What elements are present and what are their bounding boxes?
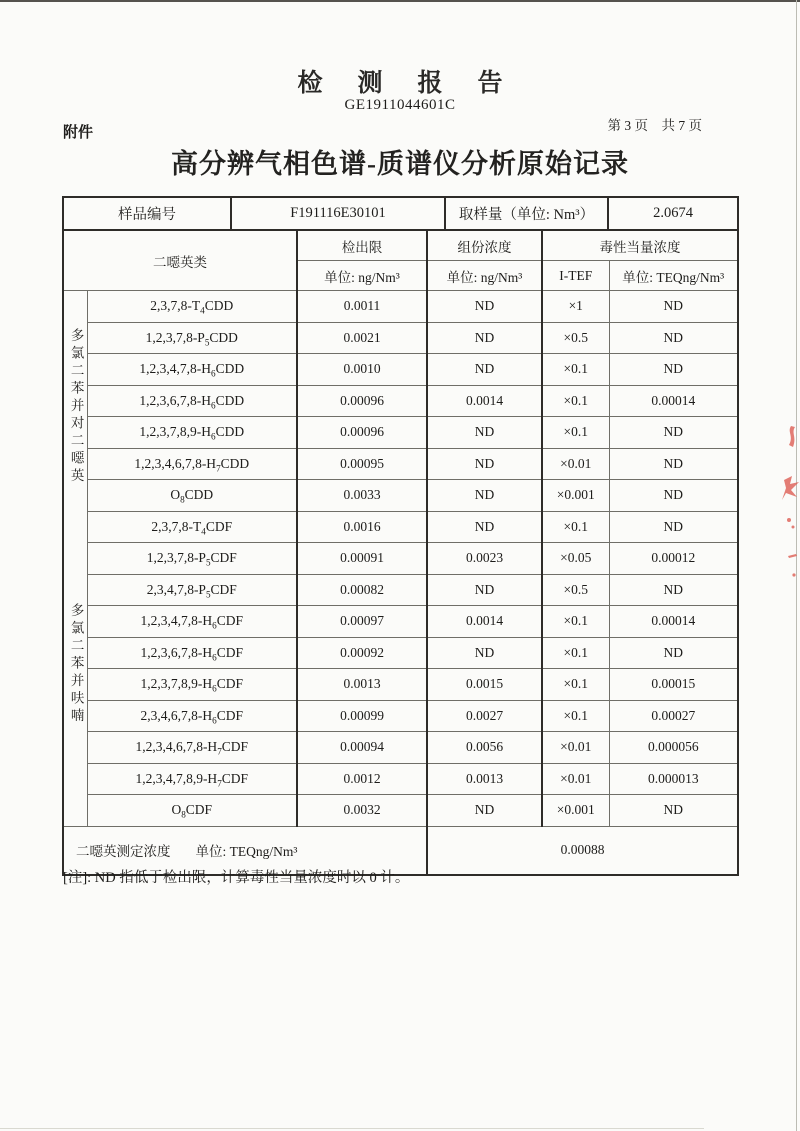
detection-limit-value: 0.0011 [297,291,427,323]
detection-limit-value: 0.0013 [297,669,427,701]
itef-header: I-TEF [542,261,609,291]
sample-info-table [62,196,739,231]
report-tables [62,196,739,876]
note-text: [注]: ND 指低于检出限，计算毒性当量浓度时以 0 计。 [63,870,410,886]
compound-name: $1,2,3,7,8-P_5CDF$ [87,543,297,575]
group-label-pcdf: 多氯二苯并呋喃 [68,603,84,726]
table-row [63,417,738,449]
itef-value: ×0.5 [542,574,609,606]
detection-limit-value: 0.00095 [297,448,427,480]
concentration-value: 0.0013 [427,763,542,795]
itef-value: ×0.001 [542,795,609,827]
itef-value: ×0.01 [542,732,609,764]
compound-name: $O_8CDF$ [87,795,297,827]
concentration-value: ND [427,637,542,669]
concentration-value: 0.0014 [427,385,542,417]
table-row [63,480,738,512]
teq-value: 0.00012 [609,543,738,575]
itef-value: ×0.01 [542,763,609,795]
compound-name: $1,2,3,4,7,8,9-H_7CDF$ [87,763,297,795]
teq-value: ND [609,480,738,512]
compound-name: $1,2,3,4,7,8-H_6CDF$ [87,606,297,638]
compound-name: $2,3,4,6,7,8-H_6CDF$ [87,700,297,732]
detection-limit-value: 0.0021 [297,322,427,354]
itef-value: ×0.1 [542,700,609,732]
table-row [63,763,738,795]
concentration-value: ND [427,322,542,354]
teq-value: ND [609,511,738,543]
table-row [63,700,738,732]
report-title: 检测报告 [297,70,538,97]
itef-value: ×0.01 [542,448,609,480]
report-code: GE1911044601C [344,97,456,113]
itef-value: ×0.05 [542,543,609,575]
table-row [63,511,738,543]
detection-limit-value: 0.00097 [297,606,427,638]
teq-value: ND [609,637,738,669]
teq-value: ND [609,795,738,827]
teq-value: ND [609,354,738,386]
compound-name: $1,2,3,4,6,7,8-H_7CDF$ [87,732,297,764]
compound-name: $1,2,3,7,8,9-H_6CDF$ [87,669,297,701]
itef-value: ×0.1 [542,637,609,669]
scan-edge-top [0,0,800,2]
dioxin-table [62,229,739,876]
detection-limit-header: 检出限 [297,230,427,261]
total-unit: 单位: TEQng/Nm³ [195,844,298,859]
toxicity-header: 毒性当量浓度 [542,230,738,261]
table-row [63,448,738,480]
concentration-value: ND [427,511,542,543]
itef-value: ×0.1 [542,354,609,386]
concentration-unit: 单位: ng/Nm³ [427,261,542,291]
table-row [63,637,738,669]
table-row [63,795,738,827]
table-row [63,543,738,575]
compound-name: $1,2,3,4,6,7,8-H_7CDD$ [87,448,297,480]
compound-name: $1,2,3,6,7,8-H_6CDF$ [87,637,297,669]
red-stamp-marks [778,420,800,590]
concentration-value: ND [427,354,542,386]
compound-name: $O_8CDD$ [87,480,297,512]
concentration-value: 0.0015 [427,669,542,701]
total-value: 0.00088 [427,826,738,875]
detection-limit-value: 0.00082 [297,574,427,606]
teq-value: 0.00014 [609,385,738,417]
table-row [63,291,738,323]
concentration-value: 0.0027 [427,700,542,732]
concentration-value: ND [427,448,542,480]
concentration-value: 0.0014 [427,606,542,638]
category-header: 二噁英类 [63,230,297,291]
compound-name: $1,2,3,4,7,8-H_6CDD$ [87,354,297,386]
table-row [63,606,738,638]
itef-value: ×0.1 [542,417,609,449]
sample-volume-value: 2.0674 [608,197,738,230]
header-row-1 [63,230,738,261]
teq-value: ND [609,574,738,606]
itef-value: ×0.5 [542,322,609,354]
sample-volume-label: 取样量（单位: Nm³） [445,197,608,230]
concentration-value: 0.0023 [427,543,542,575]
table-row [63,354,738,386]
concentration-value: ND [427,291,542,323]
concentration-value: ND [427,795,542,827]
sample-id-label: 样品编号 [63,197,231,230]
detection-limit-unit: 单位: ng/Nm³ [297,261,427,291]
detection-limit-value: 0.0010 [297,354,427,386]
compound-name: $2,3,7,8-T_4CDD$ [87,291,297,323]
compound-name: $2,3,7,8-T_4CDF$ [87,511,297,543]
itef-value: ×0.001 [542,480,609,512]
detection-limit-value: 0.00099 [297,700,427,732]
itef-value: ×0.1 [542,511,609,543]
itef-value: ×0.1 [542,606,609,638]
sample-id-value: F191116E30101 [231,197,445,230]
detection-limit-value: 0.0033 [297,480,427,512]
concentration-value: 0.0056 [427,732,542,764]
group-label-pcdd: 多氯二苯并对二噁英 [68,327,84,486]
teq-value: 0.00014 [609,606,738,638]
teq-value: 0.000013 [609,763,738,795]
detection-limit-value: 0.0012 [297,763,427,795]
congener-group-cell [63,291,87,827]
itef-value: ×1 [542,291,609,323]
doc-title: 高分辨气相色谱-质谱仪分析原始记录 [171,149,629,179]
table-row [63,322,738,354]
table-row [63,574,738,606]
attachment-label: 附件 [63,125,94,141]
page-number: 第 3 页 共 7 页 [607,118,702,133]
teq-value: 0.000056 [609,732,738,764]
compound-name: $1,2,3,6,7,8-H_6CDD$ [87,385,297,417]
table-row [63,732,738,764]
concentration-value: ND [427,417,542,449]
compound-name: $1,2,3,7,8,9-H_6CDD$ [87,417,297,449]
compound-name: $2,3,4,7,8-P_5CDF$ [87,574,297,606]
concentration-header: 组份浓度 [427,230,542,261]
detection-limit-value: 0.00096 [297,417,427,449]
compound-name: $1,2,3,7,8-P_5CDD$ [87,322,297,354]
teq-value: 0.00027 [609,700,738,732]
teq-value: ND [609,291,738,323]
detection-limit-value: 0.00096 [297,385,427,417]
concentration-value: ND [427,480,542,512]
total-label: 二噁英测定浓度 [76,844,171,859]
detection-limit-value: 0.00092 [297,637,427,669]
sample-info-row [63,197,738,230]
detection-limit-value: 0.00094 [297,732,427,764]
toxicity-unit-header: 单位: TEQng/Nm³ [609,261,738,291]
teq-value: ND [609,322,738,354]
detection-limit-value: 0.00091 [297,543,427,575]
itef-value: ×0.1 [542,385,609,417]
concentration-value: ND [427,574,542,606]
itef-value: ×0.1 [542,669,609,701]
teq-value: ND [609,448,738,480]
table-row [63,385,738,417]
table-row [63,669,738,701]
teq-value: 0.00015 [609,669,738,701]
teq-value: ND [609,417,738,449]
detection-limit-value: 0.0016 [297,511,427,543]
dioxin-rows [63,291,738,827]
detection-limit-value: 0.0032 [297,795,427,827]
scan-edge-bottom [0,1128,704,1129]
